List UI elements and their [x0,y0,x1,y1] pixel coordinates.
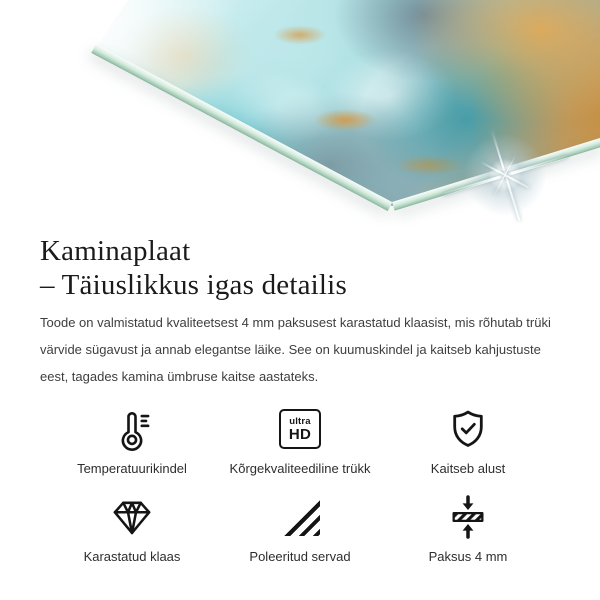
feature-protects-base [384,405,552,477]
feature-label: Paksus 4 mm [428,549,508,564]
page-title-line2: – Täiuslikkus igas detailis [40,269,347,301]
feature-grid [48,405,552,565]
feature-high-quality-print [216,405,384,477]
polished-edges-icon [280,493,320,541]
feature-label: Poleeritud servad [249,549,351,564]
ultra-hd-icon [279,405,321,453]
product-description: Toode on valmistatud kvaliteetsest 4 mm paksusest karastatud klaasist, mis rõhutab trüki värvide sügavust ja annab elegantse läike. See on kuumuskindel ja kaitseb kahjustuste eest, tagades kamina ümbruse kaitse aastateks. [40,315,551,384]
feature-thickness [384,493,552,565]
diamond-icon [110,493,154,541]
product-info-section [0,226,600,565]
feature-label: Temperatuurikindel [77,461,187,476]
page-title-line1: Kaminaplaat [40,235,191,267]
ultra-hd-text-bottom: HD [288,425,312,443]
shield-check-icon [447,405,489,453]
ultra-hd-text-top: ultra [289,415,311,427]
thickness-icon [447,493,489,541]
feature-polished-edges [216,493,384,565]
feature-label: Kaitseb alust [430,461,506,476]
hero-product-image [0,0,600,226]
feature-label: Kõrgekvaliteediline trükk [229,461,371,476]
page-title [40,234,560,302]
feature-label: Karastatud klaas [83,549,181,564]
feature-tempered-glass [48,493,216,565]
thermometer-icon [111,405,153,453]
feature-temperature-resistant [48,405,216,477]
